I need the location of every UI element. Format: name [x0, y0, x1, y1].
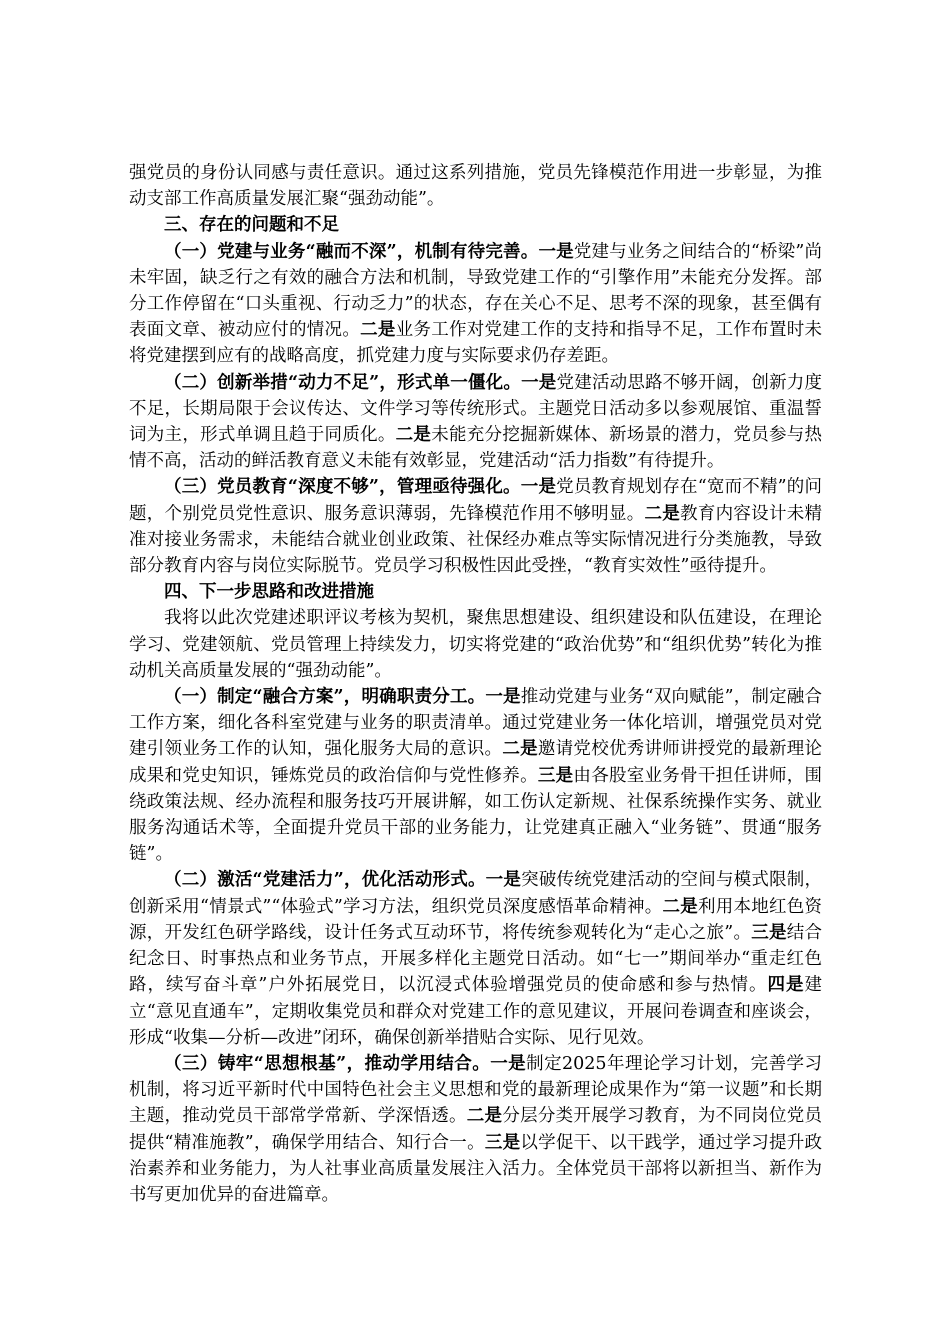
- point-text: 分层分类开展学习教育，为不同岗位党员提供“精准施教”，确保学用结合、知行合一。: [129, 1106, 823, 1153]
- point-marker: 二是: [466, 1106, 503, 1127]
- point-marker: 一是: [485, 687, 521, 708]
- point-text: 党建活动思路不够开阔，创新力度不足，长期局限于会议传达、文件学习等传统形式。主题党日活动多以参观展馆、重温誓词为主，形式单调且趋于同质化。: [129, 372, 823, 446]
- item-heading: （一）党建与业务“融而不深”，机制有待完善。: [164, 241, 539, 262]
- section-3-item-2: [129, 370, 822, 475]
- point-marker: 二是: [360, 320, 396, 341]
- point-text: 未能充分挖掘新媒体、新场景的潜力，党员参与热情不高，活动的鲜活教育意义未能有效彰显，党建活动“活力指数”有待提升。: [129, 425, 823, 472]
- point-marker: 二是: [502, 739, 538, 760]
- point-marker: 一是: [490, 1053, 527, 1074]
- item-heading: （三）党员教育“深度不够”，管理亟待强化。: [164, 477, 521, 498]
- point-marker: 一是: [538, 241, 574, 262]
- point-text: 教育内容设计未精准对接业务需求，未能结合就业创业政策、社保经办难点等实际情况进行分类施教，导致部分教育内容与岗位实际脱节。党员学习积极性因此受挫，“教育实效性”亟待提升。: [129, 503, 823, 577]
- point-text: 结合纪念日、时事热点和业务节点，开展多样化主题党日活动。如“七一”期间举办“重走红色路，续写奋斗章”户外拓展党日，以沉浸式体验增强党员的使命感和参与热情。: [129, 922, 823, 996]
- item-heading: （三）铸牢“思想根基”，推动学用结合。: [164, 1053, 491, 1074]
- point-marker: 一是: [520, 477, 557, 498]
- point-marker: 一是: [521, 372, 557, 393]
- item-heading: （二）激活“党建活力”，优化活动形式。: [164, 870, 486, 891]
- section-4-item-1: [129, 684, 822, 867]
- point-text: 利用本地红色资源，开发红色研学路线，设计任务式互动环节，将传统参观转化为“走心之旅”。: [129, 896, 822, 943]
- point-marker: 三是: [484, 1132, 521, 1153]
- point-text: 制定2025年理论学习计划，完善学习机制，将习近平新时代中国特色社会主义思想和党的最新理论成果作为“第一议题”和长期主题，推动党员干部常学常新、学深悟透。: [129, 1053, 822, 1127]
- section-4-item-2: [129, 867, 822, 1050]
- point-marker: 二是: [395, 425, 432, 446]
- section-3-item-1: [129, 239, 822, 370]
- point-marker: 二是: [662, 896, 698, 917]
- section-4-title: 四、下一步思路和改进措施: [164, 582, 374, 603]
- section-4-item-3: [129, 1051, 822, 1208]
- point-marker: 四是: [767, 975, 805, 996]
- point-text: 突破传统党建活动的空间与模式限制，创新采用“情景式”“体验式”学习方法，组织党员深度感悟革命精神。: [129, 870, 823, 917]
- section-4-intro: 我将以此次党建述职评议考核为契机，聚焦思想建设、组织建设和队伍建设，在理论学习、党建领航、党员管理上持续发力，切实将党建的“政治优势”和“组织优势”转化为推动机关高质量发展的“强劲动能”。: [129, 608, 822, 681]
- point-text: 邀请党校优秀讲师讲授党的最新理论成果和党史知识，锤炼党员的政治信仰与党性修养。: [129, 739, 823, 786]
- document-body: [129, 160, 822, 1208]
- point-text: 以学促干、以干践学，通过学习提升政治素养和业务能力，为人社事业高质量发展注入活力。全体党员干部将以新担当、新作为书写更加优异的奋进篇章。: [129, 1132, 822, 1205]
- continuation-paragraph: 强党员的身份认同感与责任意识。通过这系列措施，党员先锋模范作用进一步彰显，为推动支部工作高质量发展汇聚“强劲动能”。: [129, 163, 822, 210]
- point-text: 建立“意见直通车”，定期收集党员和群众对党建工作的意见建议，开展问卷调查和座谈会，形成“收集—分析—改进”闭环，确保创新举措贴合实际、见行见效。: [129, 975, 822, 1048]
- section-3-item-3: [129, 474, 822, 579]
- section-3-title: 三、存在的问题和不足: [164, 215, 339, 236]
- point-marker: 三是: [751, 922, 787, 943]
- item-heading: （一）制定“融合方案”，明确职责分工。: [164, 687, 486, 708]
- point-marker: 二是: [644, 503, 681, 524]
- point-marker: 三是: [537, 765, 574, 786]
- point-text: 业务工作对党建工作的支持和指导不足，工作布置时未将党建摆到应有的战略高度，抓党建力度与实际要求仍存差距。: [129, 320, 823, 367]
- point-text: 党员教育规划存在“宽而不精”的问题，个别党员党性意识、服务意识薄弱，先锋模范作用不够明显。: [129, 477, 822, 524]
- point-text: 党建与业务之间结合的“桥梁”尚未牢固，缺乏行之有效的融合方法和机制，导致党建工作的“引擎作用”未能充分发挥。部分工作停留在“口头重视、行动乏力”的状态，存在关心不足、思考不深的现象，甚至偶有表面文章、被动应付的情况。: [129, 241, 822, 341]
- point-marker: 一是: [485, 870, 522, 891]
- point-text: 由各股室业务骨干担任讲师，围绕政策法规、经办流程和服务技巧开展讲解，如工伤认定新规、社保系统操作实务、就业服务沟通话术等，全面提升党员干部的业务能力，让党建真正融入“业务链”、贯通“服务链”。: [129, 765, 823, 865]
- item-heading: （二）创新举措“动力不足”，形式单一僵化。: [164, 372, 522, 393]
- point-text: 推动党建与业务“双向赋能”，制定融合工作方案，细化各科室党建与业务的职责清单。通过党建业务一体化培训，增强党员对党建引领业务工作的认知，强化服务大局的意识。: [129, 687, 822, 760]
